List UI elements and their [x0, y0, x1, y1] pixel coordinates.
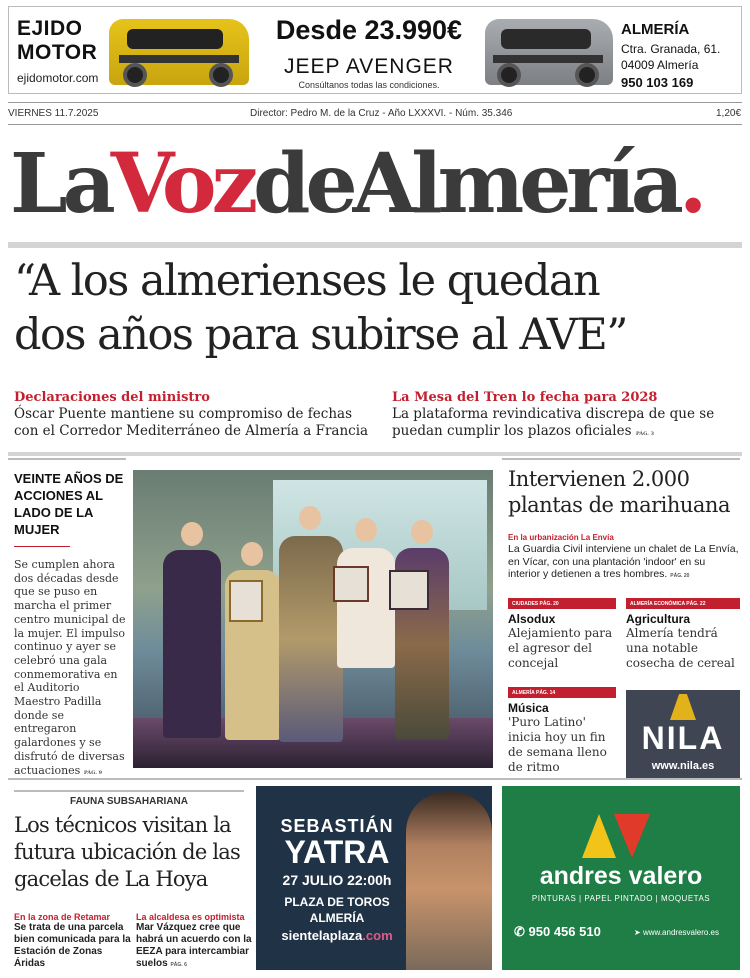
lead-left-sub[interactable]	[14, 390, 374, 440]
page-ref: PÁG. 20	[670, 573, 690, 579]
brief-title[interactable]: Alsodux	[508, 612, 556, 626]
brief-tag: ALMERÍA PÁG. 14	[508, 687, 616, 698]
mujer-title[interactable]: VEINTE AÑOS DE ACCIONES AL LADO DE LA MUJER	[14, 471, 124, 537]
fauna-sub-right[interactable]	[136, 912, 254, 971]
valero-brand: andres valero	[539, 862, 703, 890]
award-plaque	[229, 580, 263, 622]
lead-right-sub[interactable]	[392, 390, 742, 443]
marihuana-kicker: En la urbanización La Envía	[508, 533, 614, 542]
grey-car-image	[485, 19, 613, 85]
fauna-sub-left[interactable]	[14, 912, 132, 970]
ad-price: Desde 23.990€	[275, 15, 463, 45]
valero-phone: ✆ 950 456 510	[514, 924, 601, 939]
issue-price: 1,20€	[716, 108, 742, 119]
nila-website: www.nila.es	[651, 760, 715, 772]
person-head	[411, 520, 433, 544]
divider	[14, 546, 70, 547]
fauna-sub-right-text: Mar Vázquez cree que habrá un acuerdo con la EEZA para intercambiar suelos PÁG. 6	[136, 922, 252, 969]
section-bar	[8, 452, 742, 456]
valero-website: ➤ www.andresvalero.es	[634, 928, 719, 937]
brief-title[interactable]: Agricultura	[626, 612, 691, 626]
ad-model: JEEP AVENGER	[284, 55, 454, 78]
valero-logo-a-icon	[582, 814, 616, 858]
divider	[502, 458, 740, 460]
fauna-sub-left-kicker: En la zona de Retamar	[14, 912, 111, 922]
yatra-website: sientelaplaza.com	[281, 928, 393, 943]
issue-date: VIERNES 11.7.2025	[8, 108, 99, 119]
andres-valero-advertisement[interactable]	[502, 786, 740, 970]
yatra-name-line2: YATRA	[284, 834, 390, 870]
person-head	[355, 518, 377, 542]
fauna-sub-right-kicker: La alcaldesa es optimista	[136, 912, 245, 922]
brief-body: Alejamiento para el agresor del concejal	[508, 626, 613, 670]
page-ref: PÁG. 9	[83, 769, 103, 776]
divider	[8, 102, 742, 103]
ad-brand-name: EJIDO MOTOR	[17, 17, 98, 64]
valero-logo-v-icon	[614, 814, 650, 858]
artist-portrait	[406, 792, 492, 970]
cursor-icon: ➤	[634, 928, 643, 937]
lead-right-text: La plataforma revindicativa discrepa de que se puedan cumplir los plazos oficiales PÁG. 3	[392, 406, 715, 439]
section-bar	[8, 242, 742, 248]
person-head	[181, 522, 203, 546]
ad-city: ALMERÍA	[621, 21, 690, 38]
road-logo-icon	[670, 694, 696, 720]
divider	[8, 124, 742, 125]
yatra-venue: PLAZA DE TOROS ALMERÍA	[284, 895, 390, 925]
mujer-body: Se cumplen ahora dos décadas desde que se puso en marcha el primer centro municipal de la mujer. El impulso continuo y ayer se celebró una gala conmemorativa en el Auditorio Maestro Padilla donde se entregaron galardones y se disfrutó de diversas actuaciones PÁG. 9	[14, 558, 126, 777]
person-head	[299, 506, 321, 530]
fauna-headline[interactable]: Los técnicos visitan la futura ubicación de las gacelas de La Hoya	[14, 813, 240, 891]
fauna-sub-left-text: Se trata de una parcela bien comunicada para la Estación de Zonas Áridas	[14, 922, 131, 969]
lead-headline[interactable]: “A los almerienses le quedan dos años para subirse al AVE”	[14, 256, 627, 360]
brief-title[interactable]: Música	[508, 701, 549, 715]
phone-icon: ✆	[514, 924, 529, 939]
brief-body: 'Puro Latino' inicia hoy un fin de semana lleno de ritmo	[508, 715, 607, 774]
marihuana-body: La Guardia Civil interviene un chalet de La Envía, en Vícar, con una plantación 'indoor' en su interior y detienen a tres hombres. PÁG. 20	[508, 543, 739, 580]
nila-brand: NILA	[641, 720, 725, 756]
lead-left-text: Óscar Puente mantiene su compromiso de fechas con el Corredor Mediterráneo de Almería a Francia	[14, 406, 369, 439]
person-head	[241, 542, 263, 566]
ad-conditions: Consúltanos todas las condiciones.	[298, 80, 440, 90]
top-advertisement[interactable]	[8, 6, 742, 94]
lead-left-kicker: Declaraciones del ministro	[14, 390, 210, 405]
ad-phone: 950 103 169	[621, 75, 694, 90]
award-plaque	[333, 566, 369, 602]
nila-advertisement[interactable]	[626, 690, 740, 778]
valero-tagline: PINTURAS | PAPEL PINTADO | MOQUETAS	[531, 894, 711, 903]
divider	[8, 778, 742, 780]
gala-photo[interactable]	[133, 470, 493, 768]
ad-address: Ctra. Granada, 61. 04009 Almería	[621, 42, 721, 72]
divider	[8, 458, 126, 460]
yatra-date: 27 JULIO 22:00h	[282, 872, 392, 888]
divider	[14, 790, 244, 792]
ad-website: ejidomotor.com	[17, 71, 99, 85]
brief-tag: CIUDADES PÁG. 20	[508, 598, 616, 609]
person-figure	[163, 550, 221, 738]
lead-right-kicker: La Mesa del Tren lo fecha para 2028	[392, 390, 658, 405]
page-ref: PÁG. 6	[170, 962, 187, 968]
yellow-car-image	[109, 19, 249, 85]
page-ref: PÁG. 3	[635, 431, 655, 437]
brief-body: Almería tendrá una notable cosecha de cereal	[626, 626, 735, 670]
yatra-concert-advertisement[interactable]	[256, 786, 492, 970]
yatra-name-line1: SEBASTIÁN	[280, 816, 394, 836]
issue-director: Director: Pedro M. de la Cruz - Año LXXXVI. - Núm. 35.346	[250, 108, 513, 119]
newspaper-masthead[interactable]: LaVozdeAlmería.	[10, 136, 703, 232]
fauna-kicker: FAUNA SUBSAHARIANA	[70, 796, 188, 807]
brief-tag: ALMERÍA ECONÓMICA PÁG. 22	[626, 598, 740, 609]
marihuana-headline[interactable]: Intervienen 2.000 plantas de marihuana	[508, 467, 730, 517]
award-plaque	[389, 570, 429, 610]
